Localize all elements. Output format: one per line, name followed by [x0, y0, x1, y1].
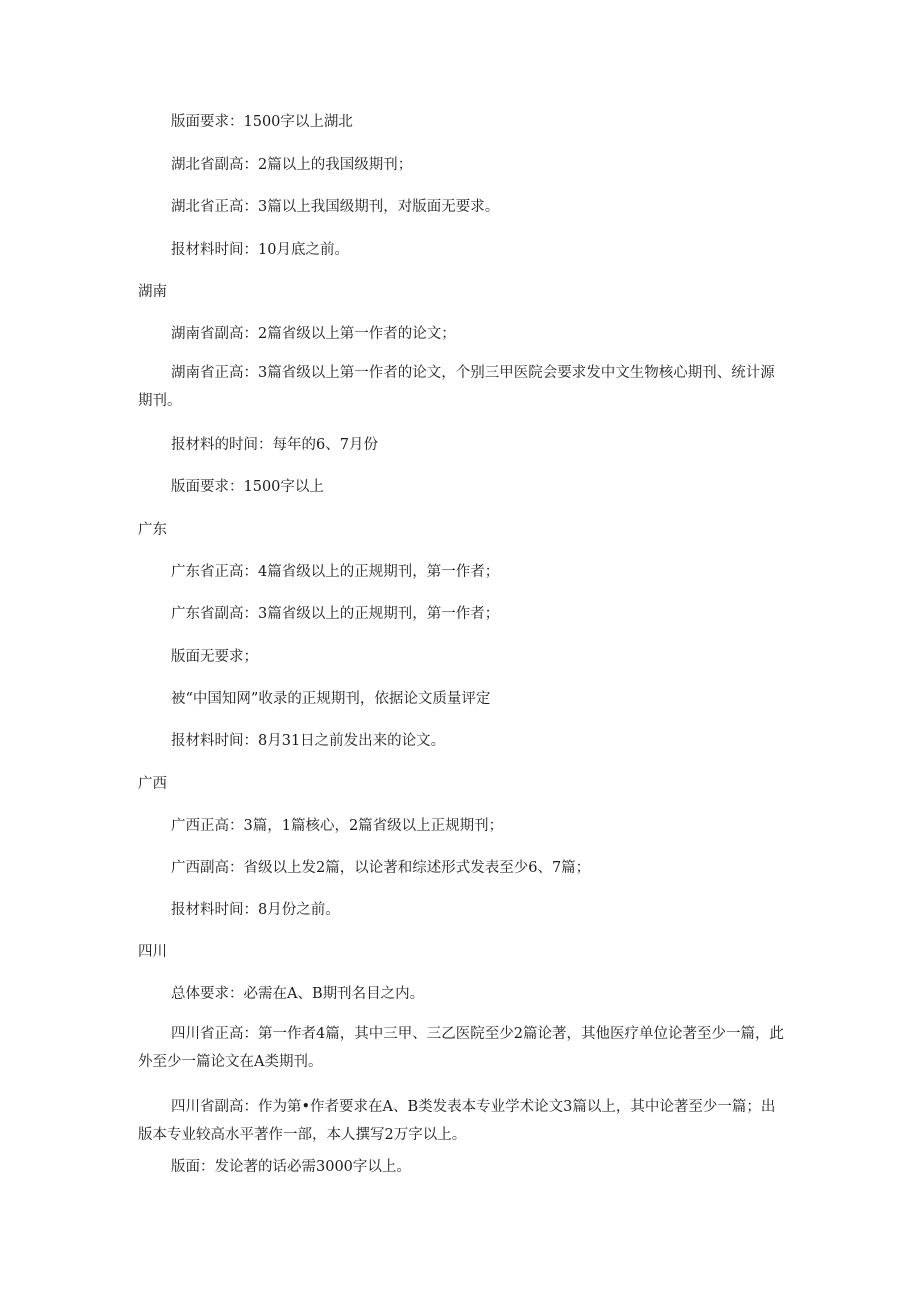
paragraph-guangxi-associate: 广西副高：省级以上发2篇，以论著和综述形式发表至少6、7篇； — [171, 860, 591, 876]
paragraph-hunan-layout: 版面要求：1500字以上 — [171, 479, 324, 495]
section-heading-sichuan: 四川 — [138, 944, 167, 960]
paragraph-guangdong-associate: 广东省副高：3篇省级以上的正规期刊，第一作者； — [171, 606, 500, 622]
paragraph-guangdong-deadline: 报材料时间：8月31日之前发出来的论文。 — [171, 733, 446, 749]
paragraph-hubei-senior: 湖北省正高：3篇以上我国级期刊，对版面无要求。 — [171, 199, 500, 215]
paragraph-guangxi-deadline: 报材料时间：8月份之前。 — [171, 902, 340, 918]
paragraph-hunan-deadline: 报材料的时间：每年的6、7月份 — [171, 437, 378, 453]
paragraph-sichuan-overall: 总体要求：必需在A、B期刊名目之内。 — [171, 986, 425, 1002]
paragraph-guangdong-senior: 广东省正高：4篇省级以上的正规期刊，第一作者； — [171, 564, 500, 580]
paragraph-hubei-associate: 湖北省副高：2篇以上的我国级期刊； — [171, 157, 413, 173]
paragraph-sichuan-associate: 四川省副高：作为第•作者要求在A、B类发表本专业学术论文3篇以上，其中论著至少一篇；出版本专业较高水平著作一部，本人撰写2万字以上。 — [138, 1099, 776, 1143]
paragraph-hunan-senior: 湖南省正高：3篇省级以上第一作者的论文，个别三甲医院会要求发中文生物核心期刊、统计源期刊。 — [138, 365, 775, 409]
paragraph-hubei-deadline: 报材料时间：10月底之前。 — [171, 242, 349, 258]
paragraph-layout-requirement-hubei: 版面要求：1500字以上湖北 — [171, 114, 353, 130]
paragraph-guangxi-senior: 广西正高：3篇，1篇核心，2篇省级以上正规期刊； — [171, 818, 504, 834]
paragraph-sichuan-senior: 四川省正高：第一作者4篇，其中三甲、三乙医院至少2篇论著，其他医疗单位论著至少一篇，此外至少一篇论文在A类期刊。 — [138, 1026, 784, 1070]
section-heading-hunan: 湖南 — [138, 284, 167, 300]
paragraph-guangdong-layout: 版面无要求； — [171, 649, 258, 665]
paragraph-guangdong-cnki: 被“中国知网”收录的正规期刊，依据论文质量评定 — [171, 691, 491, 707]
paragraph-hunan-associate: 湖南省副高：2篇省级以上第一作者的论文； — [171, 326, 456, 342]
paragraph-sichuan-layout: 版面：发论著的话必需3000字以上。 — [171, 1159, 411, 1175]
section-heading-guangdong: 广东 — [138, 522, 167, 538]
section-heading-guangxi: 广西 — [138, 776, 167, 792]
